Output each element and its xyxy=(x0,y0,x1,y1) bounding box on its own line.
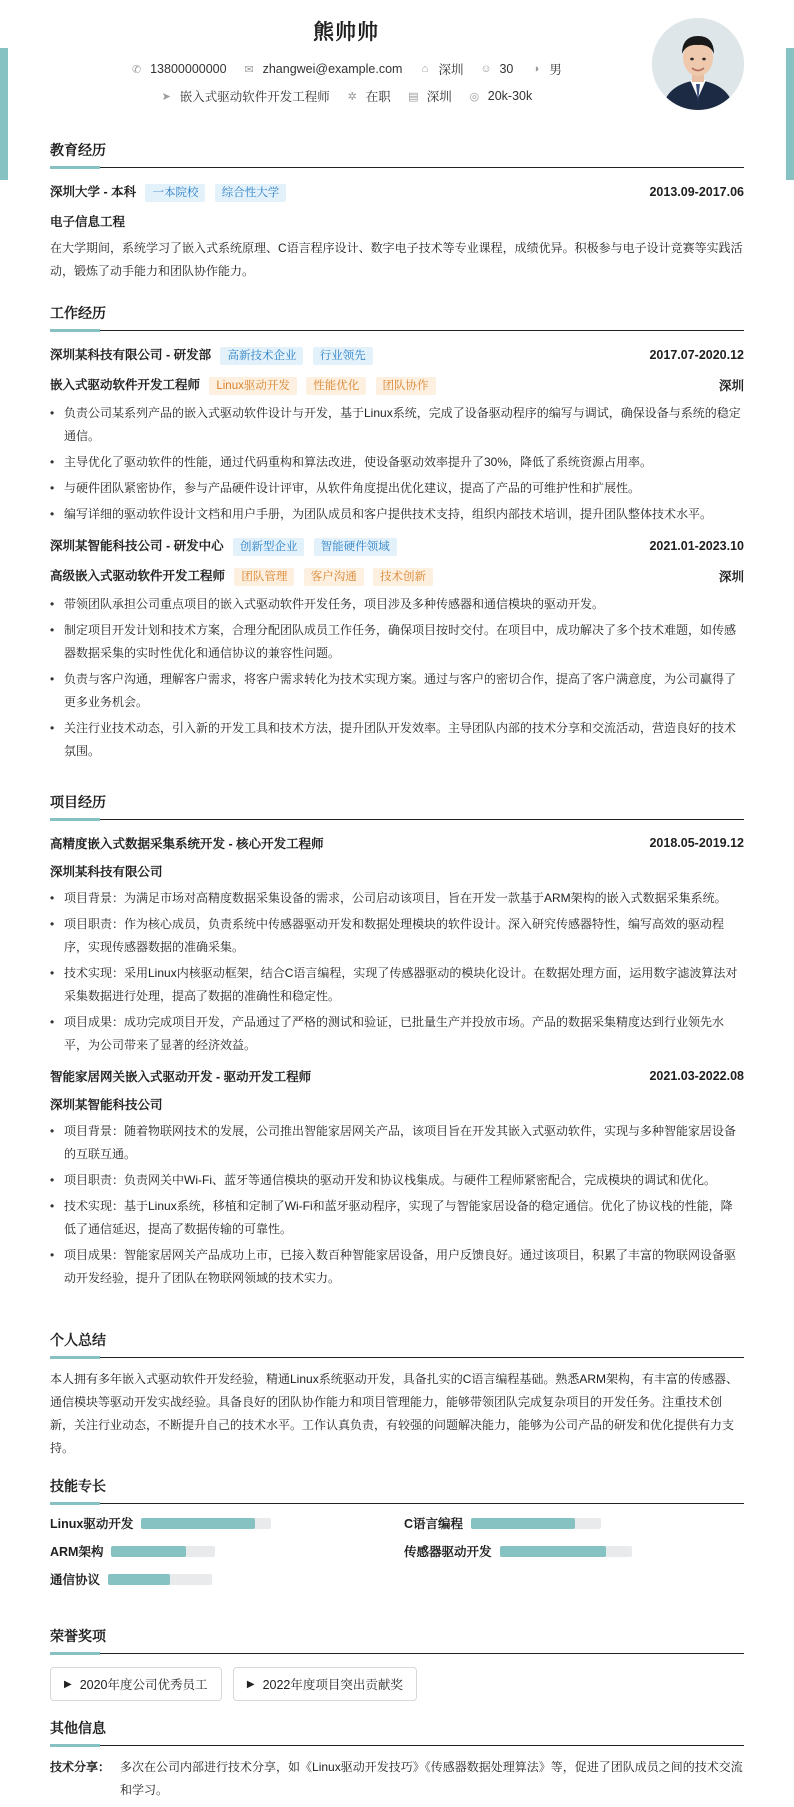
skill-bar-fill xyxy=(471,1518,575,1529)
project-bullets xyxy=(50,887,744,1057)
email-item xyxy=(243,62,403,76)
coin-icon: ◎ xyxy=(469,90,480,103)
salary-text: 20k-30k xyxy=(487,89,533,103)
project-bullet: • 项目成果：智能家居网关产品成功上市，已接入数百种智能家居设备，用户反馈良好。通过该项目，积累了丰富的物联网设备驱动开发经验，提升了团队在物联网领域的技术实力。 xyxy=(50,1244,744,1290)
education-tag: 一本院校 xyxy=(145,184,205,202)
award-text: 2020年度公司优秀员工 xyxy=(79,1678,208,1692)
project-title-row xyxy=(50,1067,744,1085)
left-accent-bar xyxy=(0,48,8,180)
status-icon: ✲ xyxy=(347,90,357,103)
education-date: 2013.09-2017.06 xyxy=(649,185,744,199)
work-entry xyxy=(50,345,744,526)
work-position: 嵌入式驱动软件开发工程师 xyxy=(50,378,201,392)
education-description: 在大学期间，系统学习了嵌入式系统原理、C语言程序设计、数字电子技术等专业课程，成绩优异。积极参与电子设计竞赛等实践活动，锻炼了动手能力和团队协作能力。 xyxy=(50,241,743,278)
work-city: 深圳 xyxy=(718,379,744,393)
work-company-row xyxy=(50,536,744,556)
resume-header xyxy=(50,0,744,130)
play-icon: ▶ xyxy=(64,1678,72,1690)
project-bullet: • 项目职责：作为核心成员，负责系统中传感器驱动开发和数据处理模块的软件设计。深入研究传感器特性，编写高效的驱动程序，实现传感器数据的准确采集。 xyxy=(50,913,744,959)
skill-item xyxy=(50,1570,212,1588)
skill-bar-track xyxy=(141,1518,271,1529)
project-title: 高精度嵌入式数据采集系统开发 - 核心开发工程师 xyxy=(50,837,324,851)
home-icon: ⌂ xyxy=(421,63,429,75)
status-item xyxy=(346,87,391,105)
skill-item xyxy=(50,1542,215,1560)
resume-page xyxy=(50,0,744,1797)
work-bullets xyxy=(50,402,744,526)
project-bullet: • 项目职责：负责网关中Wi-Fi、蓝牙等通信模块的驱动开发和协议栈集成。与硬件工程师紧密配合，完成模块的调试和优化。 xyxy=(50,1169,744,1192)
work-position-row xyxy=(50,566,744,586)
work-bullet: • 编写详细的驱动软件设计文档和用户手册，为团队成员和客户提供技术支持，组织内部技术培训，提升团队整体技术水平。 xyxy=(50,503,744,526)
work-bullet: • 负责公司某系列产品的嵌入式驱动软件设计与开发，基于Linux系统，完成了设备驱动程序的编写与调试，确保设备与系统的稳定通信。 xyxy=(50,402,744,448)
work-company-group xyxy=(50,345,373,365)
work-date: 2021.01-2023.10 xyxy=(649,539,744,553)
skill-item xyxy=(404,1514,601,1532)
skill-tag: Linux驱动开发 xyxy=(209,377,297,395)
skill-bar-fill xyxy=(108,1574,170,1585)
project-entry xyxy=(50,1067,744,1290)
work-position-group xyxy=(50,566,433,586)
project-company: 深圳某智能科技公司 xyxy=(50,1098,163,1112)
work-entry xyxy=(50,536,744,763)
summary-title: 个人总结 xyxy=(50,1330,744,1358)
user-icon: ☺ xyxy=(480,63,492,75)
target-city-item xyxy=(407,87,452,105)
skill-bar-track xyxy=(471,1518,601,1529)
work-bullet: • 与硬件团队紧密协作，参与产品硬件设计评审，从软件角度提出优化建议，提高了产品的可维护性和扩展性。 xyxy=(50,477,744,500)
project-bullet: • 技术实现：采用Linux内核驱动框架，结合C语言编程，实现了传感器驱动的模块化设计。在数据处理方面，运用数字滤波算法对采集数据进行处理，提高了数据的准确性和稳定性。 xyxy=(50,962,744,1008)
project-bullet: • 项目成果：成功完成项目开发，产品通过了严格的测试和验证，已批量生产并投放市场。产品的数据采集精度达到行业领先水平，为公司带来了显著的经济效益。 xyxy=(50,1011,744,1057)
skills-section xyxy=(50,1476,744,1606)
age-item xyxy=(479,62,513,76)
project-company: 深圳某科技有限公司 xyxy=(50,865,163,879)
education-title: 教育经历 xyxy=(50,140,744,168)
work-bullet: • 负责与客户沟通，理解客户需求，将客户需求转化为技术实现方案。通过与客户的密切合作，提高了客户满意度，为公司赢得了更多业务机会。 xyxy=(50,668,744,714)
gender-icon: ◑ xyxy=(532,63,540,75)
project-title-row xyxy=(50,834,744,852)
phone-item xyxy=(130,62,226,76)
work-position-group xyxy=(50,375,436,395)
skill-name: Linux驱动开发 xyxy=(50,1517,134,1531)
skill-bar-track xyxy=(500,1546,632,1557)
project-title: 智能家居网关嵌入式驱动开发 - 驱动开发工程师 xyxy=(50,1070,312,1084)
skill-bar-fill xyxy=(111,1546,186,1557)
work-date: 2017.07-2020.12 xyxy=(649,348,744,362)
skill-tag: 性能优化 xyxy=(306,377,366,395)
projects-section xyxy=(50,792,744,1293)
projects-title: 项目经历 xyxy=(50,792,744,820)
work-position-row xyxy=(50,375,744,395)
target-job-text: 嵌入式驱动软件开发工程师 xyxy=(179,90,330,104)
work-title: 工作经历 xyxy=(50,303,744,331)
skills-title: 技能专长 xyxy=(50,1476,744,1504)
education-school: 深圳大学 - 本科 xyxy=(50,185,137,199)
other-section xyxy=(50,1718,744,1802)
location-text: 深圳 xyxy=(438,63,464,77)
project-bullet: • 技术实现：基于Linux系统，移植和定制了Wi-Fi和蓝牙驱动程序，实现了与智能家居设备的稳定通信。优化了协议栈的性能，降低了通信延迟，提高了数据传输的可靠性。 xyxy=(50,1195,744,1241)
award-badge xyxy=(50,1667,222,1701)
work-position: 高级嵌入式驱动软件开发工程师 xyxy=(50,569,226,583)
skill-tag: 团队协作 xyxy=(376,377,436,395)
skill-item xyxy=(50,1514,271,1532)
education-tag: 综合性大学 xyxy=(215,184,287,202)
project-bullets xyxy=(50,1120,744,1290)
project-entry xyxy=(50,834,744,1057)
right-accent-bar xyxy=(786,48,794,180)
other-item xyxy=(50,1756,744,1802)
honors-list xyxy=(50,1667,744,1701)
award-text: 2022年度项目突出贡献奖 xyxy=(262,1678,403,1692)
mail-icon: ✉ xyxy=(244,63,254,76)
status-text: 在职 xyxy=(365,90,391,104)
project-date: 2021.03-2022.08 xyxy=(649,1069,744,1083)
skill-tag: 技术创新 xyxy=(373,568,433,586)
honors-section xyxy=(50,1626,744,1701)
target-city-text: 深圳 xyxy=(426,90,452,104)
company-tag: 高新技术企业 xyxy=(220,347,303,365)
skill-tag: 客户沟通 xyxy=(304,568,364,586)
work-bullet: • 关注行业技术动态，引入新的开发工具和技术方法，提升团队开发效率。主导团队内部的技术分享和交流活动，营造良好的技术氛围。 xyxy=(50,717,744,763)
work-bullet: • 带领团队承担公司重点项目的嵌入式驱动软件开发任务，项目涉及多种传感器和通信模块的驱动开发。 xyxy=(50,593,744,616)
gender-item xyxy=(529,60,562,78)
skill-name: 通信协议 xyxy=(50,1573,101,1587)
education-section xyxy=(50,140,744,283)
job-intent-row xyxy=(50,87,642,105)
work-company-group xyxy=(50,536,397,556)
education-row xyxy=(50,182,744,202)
skill-bar-track xyxy=(108,1574,212,1585)
play-icon: ▶ xyxy=(246,1678,255,1690)
project-date: 2018.05-2019.12 xyxy=(649,836,744,850)
skill-name: 传感器驱动开发 xyxy=(404,1545,492,1559)
skill-name: C语言编程 xyxy=(404,1517,464,1531)
summary-text: 本人拥有多年嵌入式驱动软件开发经验，精通Linux系统驱动开发，具备扎实的C语言编程基础。熟悉ARM架构，有丰富的传感器、通信模块等驱动开发实战经验。具备良好的团队协作能力和项目管理能力，能够带领团队完成复杂项目的开发任务。注重技术创新，关注行业动态，不断提升自己的技术水平。工作认真负责，有较强的问题解决能力，能够为公司产品的研发和优化提供有力支持。 xyxy=(50,1372,739,1455)
skill-bar-track xyxy=(111,1546,215,1557)
education-school-group xyxy=(50,182,286,202)
company-tag: 智能硬件领域 xyxy=(314,538,397,556)
work-city: 深圳 xyxy=(718,570,744,584)
target-job-item xyxy=(160,87,330,105)
skill-tag: 团队管理 xyxy=(234,568,294,586)
skill-bar-fill xyxy=(141,1518,255,1529)
salary-item xyxy=(468,89,532,103)
email-text: zhangwei@example.com xyxy=(262,62,403,76)
send-icon: ➤ xyxy=(161,90,171,103)
project-bullet: • 项目背景：为满足市场对高精度数据采集设备的需求，公司启动该项目，旨在开发一款基于ARM架构的嵌入式数据采集系统。 xyxy=(50,887,744,910)
other-text: 多次在公司内部进行技术分享，如《Linux驱动开发技巧》《传感器数据处理算法》等，促进了团队成员之间的技术交流和学习。 xyxy=(120,1760,743,1797)
building-icon: ▤ xyxy=(408,90,419,103)
honors-title: 荣誉奖项 xyxy=(50,1626,744,1654)
other-title: 其他信息 xyxy=(50,1718,744,1746)
award-badge xyxy=(233,1667,417,1701)
work-bullet: • 制定项目开发计划和技术方案，合理分配团队成员工作任务，确保项目按时交付。在项目中，成功解决了多个技术难题，如传感器数据采集的实时性优化和通信协议的兼容性问题。 xyxy=(50,619,744,665)
work-bullet: • 主导优化了驱动软件的性能，通过代码重构和算法改进，使设备驱动效率提升了30%，降低了系统资源占用率。 xyxy=(50,451,744,474)
skill-name: ARM架构 xyxy=(50,1545,104,1559)
work-company: 深圳某智能科技公司 - 研发中心 xyxy=(50,539,224,553)
company-tag: 创新型企业 xyxy=(233,538,305,556)
age-text: 30 xyxy=(499,62,514,76)
phone-icon: ✆ xyxy=(132,63,142,76)
work-section xyxy=(50,303,744,766)
other-label: 技术分享： xyxy=(50,1760,111,1774)
contact-row xyxy=(50,60,642,78)
location-item xyxy=(418,60,463,78)
work-bullets xyxy=(50,593,744,763)
work-company: 深圳某科技有限公司 - 研发部 xyxy=(50,348,212,362)
skill-bar-fill xyxy=(500,1546,606,1557)
avatar-portrait xyxy=(652,18,744,110)
avatar xyxy=(652,18,744,110)
project-bullet: • 项目背景：随着物联网技术的发展，公司推出智能家居网关产品，该项目旨在开发其嵌入式驱动软件，实现与多种智能家居设备的互联互通。 xyxy=(50,1120,744,1166)
skill-item xyxy=(404,1542,632,1560)
company-tag: 行业领先 xyxy=(313,347,373,365)
candidate-name: 熊帅帅 xyxy=(313,21,379,44)
education-major: 电子信息工程 xyxy=(50,215,126,229)
summary-section xyxy=(50,1330,744,1460)
phone-text: 13800000000 xyxy=(150,62,227,76)
gender-text: 男 xyxy=(549,63,562,77)
work-company-row xyxy=(50,345,744,365)
